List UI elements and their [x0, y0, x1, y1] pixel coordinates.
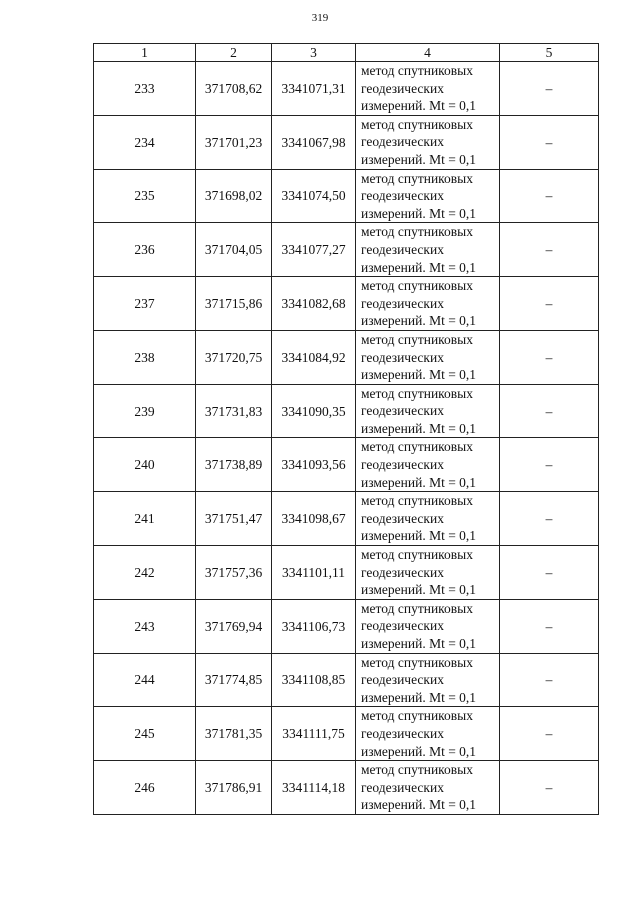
point-number: 245	[94, 707, 196, 761]
note-dash: –	[500, 62, 599, 116]
note-dash: –	[500, 653, 599, 707]
point-number: 236	[94, 223, 196, 277]
coordinate-y: 3341082,68	[272, 277, 356, 331]
coordinate-y: 3341098,67	[272, 492, 356, 546]
method-description: метод спутниковых геодезических измерений. Mt = 0,1	[356, 169, 500, 223]
table-row	[94, 707, 599, 761]
coordinate-x: 371786,91	[196, 761, 272, 815]
note-dash: –	[500, 223, 599, 277]
table-row	[94, 330, 599, 384]
method-description: метод спутниковых геодезических измерений. Mt = 0,1	[356, 761, 500, 815]
table-body	[94, 62, 599, 815]
method-description: метод спутниковых геодезических измерений. Mt = 0,1	[356, 277, 500, 331]
coordinate-x: 371704,05	[196, 223, 272, 277]
table-row	[94, 492, 599, 546]
point-number: 243	[94, 599, 196, 653]
coordinate-x: 371701,23	[196, 115, 272, 169]
note-dash: –	[500, 115, 599, 169]
table-row	[94, 115, 599, 169]
coordinate-y: 3341093,56	[272, 438, 356, 492]
header-col-2: 2	[196, 44, 272, 62]
coordinate-x: 371781,35	[196, 707, 272, 761]
coordinate-x: 371757,36	[196, 546, 272, 600]
coordinate-x: 371715,86	[196, 277, 272, 331]
coordinate-y: 3341084,92	[272, 330, 356, 384]
method-description: метод спутниковых геодезических измерений. Mt = 0,1	[356, 707, 500, 761]
point-number: 239	[94, 384, 196, 438]
method-description: метод спутниковых геодезических измерений. Mt = 0,1	[356, 438, 500, 492]
table-row	[94, 62, 599, 116]
note-dash: –	[500, 707, 599, 761]
method-description: метод спутниковых геодезических измерений. Mt = 0,1	[356, 384, 500, 438]
note-dash: –	[500, 277, 599, 331]
note-dash: –	[500, 599, 599, 653]
table-row	[94, 384, 599, 438]
coordinates-table	[93, 43, 599, 815]
point-number: 241	[94, 492, 196, 546]
table-row	[94, 653, 599, 707]
point-number: 244	[94, 653, 196, 707]
coordinate-y: 3341071,31	[272, 62, 356, 116]
table-row	[94, 599, 599, 653]
method-description: метод спутниковых геодезических измерений. Mt = 0,1	[356, 330, 500, 384]
method-description: метод спутниковых геодезических измерений. Mt = 0,1	[356, 599, 500, 653]
note-dash: –	[500, 492, 599, 546]
coordinate-y: 3341067,98	[272, 115, 356, 169]
table-header	[94, 44, 599, 62]
note-dash: –	[500, 546, 599, 600]
coordinate-x: 371731,83	[196, 384, 272, 438]
note-dash: –	[500, 330, 599, 384]
point-number: 233	[94, 62, 196, 116]
coordinate-y: 3341077,27	[272, 223, 356, 277]
page-number: 319	[311, 12, 329, 24]
header-row	[94, 44, 599, 62]
note-dash: –	[500, 438, 599, 492]
table-row	[94, 169, 599, 223]
note-dash: –	[500, 761, 599, 815]
method-description: метод спутниковых геодезических измерений. Mt = 0,1	[356, 492, 500, 546]
point-number: 246	[94, 761, 196, 815]
coordinate-y: 3341114,18	[272, 761, 356, 815]
coordinate-y: 3341108,85	[272, 653, 356, 707]
coordinate-x: 371720,75	[196, 330, 272, 384]
coordinate-y: 3341101,11	[272, 546, 356, 600]
method-description: метод спутниковых геодезических измерений. Mt = 0,1	[356, 62, 500, 116]
coordinate-x: 371708,62	[196, 62, 272, 116]
coordinate-x: 371774,85	[196, 653, 272, 707]
point-number: 234	[94, 115, 196, 169]
method-description: метод спутниковых геодезических измерений. Mt = 0,1	[356, 653, 500, 707]
header-col-5: 5	[500, 44, 599, 62]
coordinate-x: 371769,94	[196, 599, 272, 653]
note-dash: –	[500, 384, 599, 438]
method-description: метод спутниковых геодезических измерений. Mt = 0,1	[356, 115, 500, 169]
point-number: 240	[94, 438, 196, 492]
point-number: 235	[94, 169, 196, 223]
table-row	[94, 277, 599, 331]
table-row	[94, 223, 599, 277]
table-row	[94, 546, 599, 600]
header-col-1: 1	[94, 44, 196, 62]
coordinate-x: 371751,47	[196, 492, 272, 546]
header-col-3: 3	[272, 44, 356, 62]
note-dash: –	[500, 169, 599, 223]
coordinate-x: 371738,89	[196, 438, 272, 492]
point-number: 238	[94, 330, 196, 384]
coordinate-y: 3341074,50	[272, 169, 356, 223]
method-description: метод спутниковых геодезических измерений. Mt = 0,1	[356, 546, 500, 600]
coordinate-x: 371698,02	[196, 169, 272, 223]
coordinate-y: 3341090,35	[272, 384, 356, 438]
table-row	[94, 761, 599, 815]
coordinate-y: 3341111,75	[272, 707, 356, 761]
point-number: 242	[94, 546, 196, 600]
point-number: 237	[94, 277, 196, 331]
table-row	[94, 438, 599, 492]
method-description: метод спутниковых геодезических измерений. Mt = 0,1	[356, 223, 500, 277]
coordinate-y: 3341106,73	[272, 599, 356, 653]
header-col-4: 4	[356, 44, 500, 62]
